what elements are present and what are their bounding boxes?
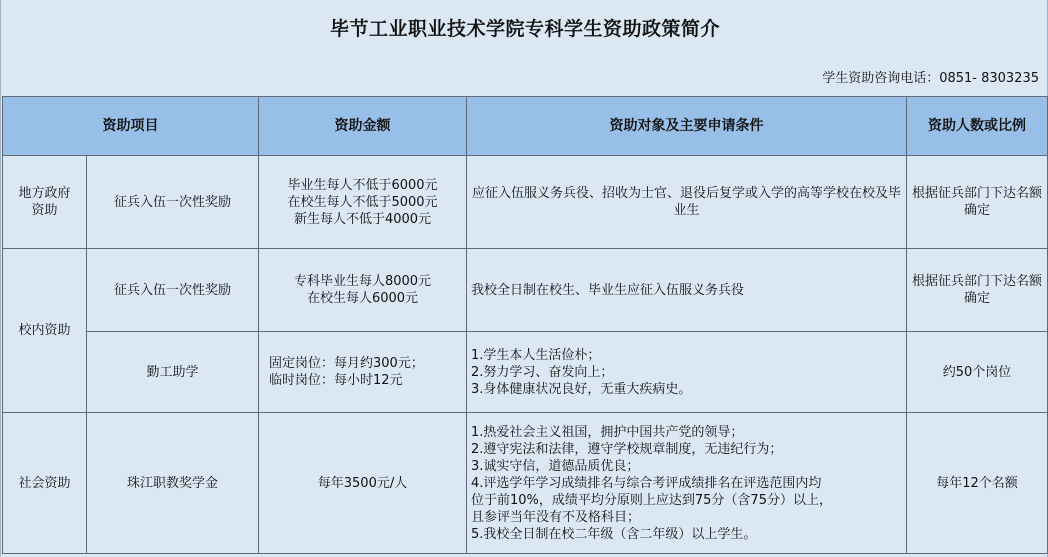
quota-cell: 根据征兵部门下达名额确定	[907, 249, 1048, 332]
header-amount: 资助金额	[259, 97, 467, 156]
amount-cell	[259, 413, 467, 554]
condition-line: 3.诚实守信，道德品质优良；	[471, 458, 640, 474]
quota-cell: 每年12个名额	[907, 413, 1048, 554]
table-row	[3, 156, 1048, 249]
table-row	[3, 332, 1048, 413]
item-cell: 征兵入伍一次性奖励	[87, 156, 259, 249]
quota-cell: 约50个岗位	[907, 332, 1048, 413]
header-quota: 资助人数或比例	[907, 97, 1048, 156]
header-conditions: 资助对象及主要申请条件	[467, 97, 907, 156]
header-item: 资助项目	[3, 97, 259, 156]
condition-line: 位于前10%，成绩平均分原则上应达到75分（含75分）以上，	[471, 492, 832, 508]
category-cell: 校内资助	[3, 249, 87, 413]
amount-cell	[259, 156, 467, 249]
amount-line: 在校生每人不低于5000元	[287, 194, 438, 210]
condition-line: 2.遵守宪法和法律，遵守学校规章制度，无违纪行为；	[471, 441, 783, 457]
consult-phone: 学生资助咨询电话：0851- 8303235	[822, 71, 1039, 86]
amount-line: 固定岗位：每月约300元；	[269, 356, 424, 371]
item-cell: 勤工助学	[87, 332, 259, 413]
conditions-cell: 我校全日制在校生、毕业生应征入伍服义务兵役	[467, 249, 907, 332]
condition-line: 5.我校全日制在校二年级（含二年级）以上学生。	[471, 526, 757, 542]
item-cell: 珠江职教奖学金	[87, 413, 259, 554]
conditions-cell	[467, 332, 907, 413]
table-row	[3, 249, 1048, 332]
category-line: 地方政府	[18, 186, 71, 201]
category-line: 资助	[31, 203, 58, 218]
category-cell	[3, 156, 87, 249]
amount-cell	[259, 249, 467, 332]
condition-line: 3.身体健康状况良好，无重大疾病史。	[471, 381, 692, 397]
condition-line: 1.学生本人生活俭朴；	[471, 347, 601, 363]
amount-line: 在校生每人6000元	[306, 291, 419, 306]
amount-cell	[259, 332, 467, 413]
amount-line: 毕业生每人不低于6000元	[287, 177, 438, 193]
amount-line: 每年3500元/人	[317, 475, 408, 491]
amount-line: 临时岗位：每小时12元	[269, 373, 403, 388]
header-row	[3, 97, 1048, 156]
category-cell: 社会资助	[3, 413, 87, 554]
policy-table	[2, 96, 1048, 554]
quota-cell: 根据征兵部门下达名额确定	[907, 156, 1048, 249]
condition-line: 1.热爱社会主义祖国，拥护中国共产党的领导；	[471, 424, 744, 440]
conditions-cell	[467, 413, 907, 554]
conditions-cell: 应征入伍服义务兵役、招收为士官、退役后复学或入学的高等学校在校及毕业生	[467, 156, 907, 249]
condition-line: 4.评选学年学习成绩排名与综合考评成绩排名在评选范围内均	[471, 475, 822, 491]
page-title: 毕节工业职业技术学院专科学生资助政策简介	[329, 18, 720, 40]
table-row	[3, 413, 1048, 554]
condition-line: 2.努力学习、奋发向上；	[471, 364, 614, 380]
amount-line: 新生每人不低于4000元	[293, 211, 432, 227]
condition-line: 且参评当年没有不及格科目；	[471, 509, 641, 525]
item-cell: 征兵入伍一次性奖励	[87, 249, 259, 332]
amount-line: 专科毕业生每人8000元	[293, 274, 432, 289]
